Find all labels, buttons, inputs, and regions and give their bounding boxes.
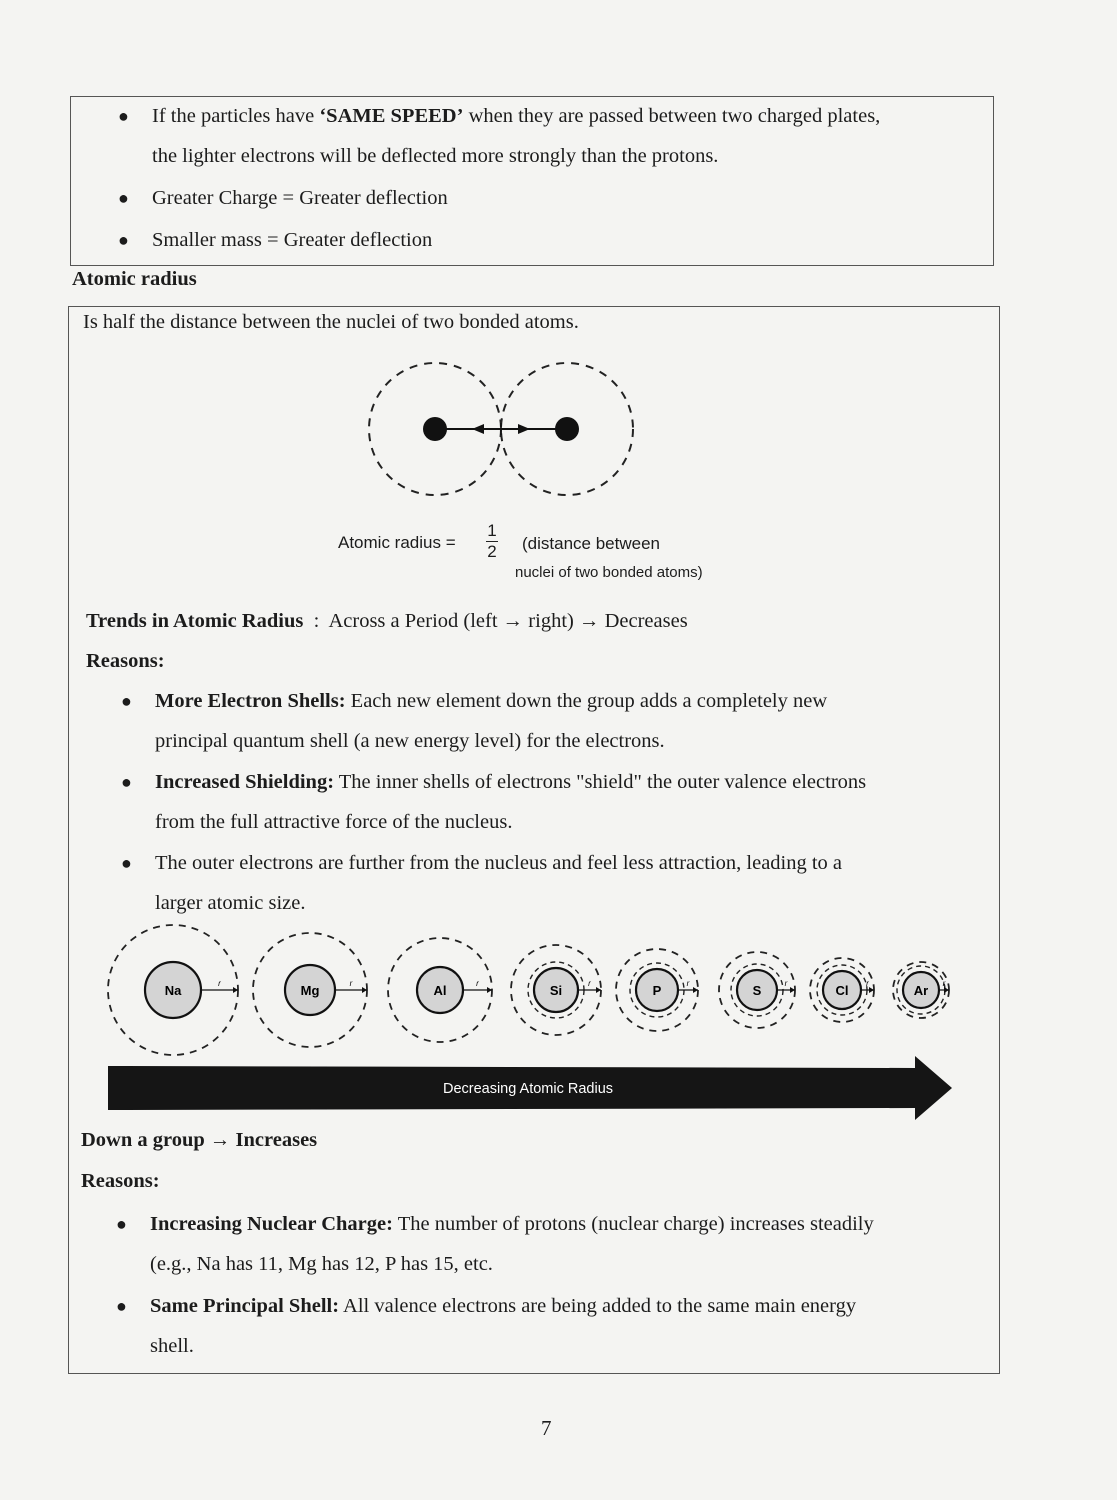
atom-si <box>511 945 601 1035</box>
reason-text-line2: larger atomic size. <box>155 892 306 914</box>
reason-text-line2: shell. <box>150 1335 194 1357</box>
bullet-text: If the particles have <box>152 105 320 127</box>
nucleus-left <box>423 417 447 441</box>
bullet-text: Greater Charge = Greater deflection <box>152 187 448 209</box>
trend-line <box>86 601 688 641</box>
reason-title: More Electron Shells: <box>155 690 346 712</box>
atom-s <box>719 952 795 1028</box>
atom-al <box>388 938 492 1042</box>
atom-p <box>616 949 698 1031</box>
same-speed-emphasis: ‘SAME SPEED’ <box>319 105 464 127</box>
bullet-dot: ● <box>116 1214 127 1234</box>
atom-cl <box>810 958 874 1022</box>
period-atoms-diagram <box>100 920 970 1120</box>
atomic-radius-formula <box>338 520 758 590</box>
reason-same-shell <box>116 1286 857 1366</box>
arrow-label: Decreasing Atomic Radius <box>442 1081 614 1097</box>
reasons-heading-1: Reasons: <box>86 650 165 672</box>
atom-na <box>108 925 238 1055</box>
atom-symbol: Na <box>164 983 182 998</box>
bullet-text-line2: the lighter electrons will be deflected more strongly than the protons. <box>152 145 719 167</box>
reason-text-line2: (e.g., Na has 11, Mg has 12, P has 15, etc. <box>150 1253 493 1275</box>
bullet-text: Smaller mass = Greater deflection <box>152 229 433 251</box>
atom-mg <box>253 933 367 1047</box>
atom-symbol: Cl <box>835 983 849 998</box>
bullet-dot: ● <box>121 853 132 873</box>
reasons-heading-2: Reasons: <box>81 1170 160 1192</box>
reason-text: The outer electrons are further from the nucleus and feel less attraction, leading to a <box>155 852 843 874</box>
bullet-same-speed <box>118 96 987 176</box>
trend-title: Trends in Atomic Radius <box>86 610 304 632</box>
atom-ar <box>893 962 949 1018</box>
radius-label: r <box>686 979 690 988</box>
atom-symbol: S <box>752 983 762 998</box>
bullet-dot: ● <box>121 772 132 792</box>
atom-symbol: P <box>652 983 662 998</box>
nucleus-right <box>555 417 579 441</box>
bullet-dot: ● <box>116 1296 127 1316</box>
radius-label: r <box>476 979 479 988</box>
reason-text-line2: principal quantum shell (a new energy level) for the electrons. <box>155 730 665 752</box>
reason-shielding <box>121 762 867 842</box>
bullet-smaller-mass <box>118 220 433 260</box>
down-group-title: Down a group → Increases <box>81 1129 318 1151</box>
radius-label: r <box>784 979 788 988</box>
arrow-head-right <box>518 424 530 434</box>
trend-across-period: Across a Period (left → right) → Decreases <box>328 610 688 632</box>
reason-text-line2: from the full attractive force of the nucleus. <box>155 811 513 833</box>
bonded-atoms-diagram <box>360 355 650 505</box>
radius-label: r <box>218 979 221 988</box>
bullet-greater-charge <box>118 178 448 218</box>
reason-text: The inner shells of electrons "shield" the outer valence electrons <box>334 771 867 793</box>
bullet-dot: ● <box>121 691 132 711</box>
bullet-dot: ● <box>118 188 129 208</box>
reason-title: Increasing Nuclear Charge: <box>150 1213 393 1235</box>
reason-more-shells <box>121 681 828 761</box>
fraction-numerator: 1 <box>487 521 497 540</box>
fraction-one-half <box>486 522 498 561</box>
reason-title: Increased Shielding: <box>155 771 335 793</box>
formula-rest-line1: (distance between <box>522 534 660 553</box>
radius-label: r <box>942 979 946 988</box>
reason-title: Same Principal Shell: <box>150 1295 340 1317</box>
radius-label: r <box>866 979 869 988</box>
section-title-atomic-radius: Atomic radius <box>72 268 197 290</box>
atom-symbol: Si <box>549 983 563 998</box>
radius-label: r <box>349 979 353 988</box>
atoms-group <box>108 925 949 1055</box>
reason-text: Each new element down the group adds a completely new <box>345 690 828 712</box>
bullet-text: when they are passed between two charged plates, <box>463 105 881 127</box>
definition-text: Is half the distance between the nuclei of two bonded atoms. <box>83 311 579 333</box>
bullet-dot: ● <box>118 230 129 250</box>
reason-nuclear-charge <box>116 1204 874 1284</box>
atom-symbol: Mg <box>300 983 320 998</box>
arrow-head-left <box>472 424 484 434</box>
trend-separator: : <box>313 610 320 632</box>
reason-less-attraction <box>121 843 843 923</box>
formula-rest-line2: nuclei of two bonded atoms) <box>515 564 703 581</box>
atom-symbol: Al <box>433 983 447 998</box>
reason-text: All valence electrons are being added to the same main energy <box>339 1295 857 1317</box>
radius-label: r <box>588 979 591 988</box>
page-number: 7 <box>541 1416 552 1440</box>
formula-label: Atomic radius = <box>338 533 456 552</box>
fraction-denominator: 2 <box>487 542 497 561</box>
bullet-dot: ● <box>118 106 129 126</box>
atom-symbol: Ar <box>913 983 929 998</box>
reason-text: The number of protons (nuclear charge) increases steadily <box>392 1213 874 1235</box>
